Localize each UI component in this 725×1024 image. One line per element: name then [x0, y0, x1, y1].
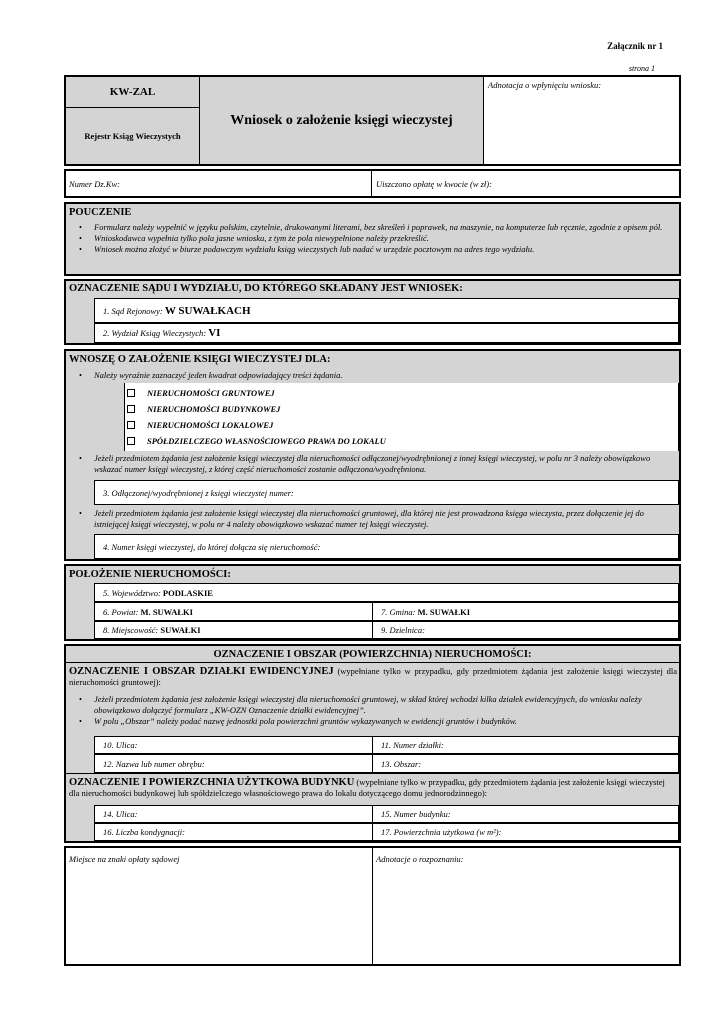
building-street-field[interactable]: 14. Ulica:	[94, 805, 373, 823]
checkbox-icon[interactable]	[127, 421, 135, 429]
voivodeship-value: PODLASKIE	[162, 587, 213, 598]
area-section	[64, 644, 681, 843]
checkbox-icon[interactable]	[127, 437, 135, 445]
checkbox-icon[interactable]	[127, 405, 135, 413]
plot-street-field[interactable]: 10. Ulica:	[94, 736, 373, 754]
option-premises[interactable]: NIERUCHOMOŚCI LOKALOWEJ	[127, 417, 678, 433]
plot-note: • Jeżeli przedmiotem żądania jest założenie księgi wieczystej dla nieruchomości gruntowej, w skład której wchodzi kilka działek ewidencyjnych, do wniosku należy obowiązkowo dołączyć formularz „KW-OZN Oznaczenie działki ewidencyjnej”.	[66, 694, 678, 716]
request-note: • Należy wyraźnie zaznaczyć jeden kwadrat odpowiadający treści żądania.	[66, 370, 678, 381]
request-section	[64, 349, 681, 561]
building-intro: OZNACZENIE I POWIERZCHNIA UŻYTKOWA BUDYNKU (wypełniane tylko w przypadku, gdy przedmiotem żądania jest założenie księgi wieczystej dla nieruchomości budynkowej lub spółdzielczego własnościowego prawa do lokalu dotyczącego domu jednorodzinnego):	[69, 777, 665, 798]
request-note: • Jeżeli przedmiotem żądania jest założenie księgi wieczystej dla nieruchomości odłączonej/wyodrębnionej z innej księgi wieczystej, w polu nr 3 należy obowiązkowo wskazać numer księgi wieczystej, z której część nieruchomości zostanie odłączona/wyodrębniona.	[66, 453, 678, 475]
number-label: Numer Dz.Kw:	[69, 179, 121, 189]
court-label: 1. Sąd Rejonowy:	[103, 305, 163, 316]
option-land[interactable]: NIERUCHOMOŚCI GRUNTOWEJ	[127, 385, 678, 401]
option-building[interactable]: NIERUCHOMOŚCI BUDYNKOWEJ	[127, 401, 678, 417]
usable-area-field[interactable]: 17. Powierzchnia użytkowa (w m²):	[372, 823, 679, 841]
instruction-heading: POUCZENIE	[69, 207, 132, 218]
plot-note: • W polu „Obszar” należy podać nazwę jednostki pola powierzchni gruntów wykazywanych w ewidencji gruntów i budynków.	[66, 716, 678, 727]
instruction-item: • Wniosek można złożyć w biurze podawczym wydziału ksiąg wieczystych lub nadać w urzędzie pocztowym na adres tego wydziału.	[66, 244, 678, 255]
location-heading: POŁOŻENIE NIERUCHOMOŚCI:	[69, 569, 231, 580]
divider	[372, 848, 373, 964]
separated-kw-field[interactable]: 3. Odłączonej/wyodrębnionej z księgi wieczystej numer:	[94, 480, 679, 505]
attachment-label: Załącznik nr 1	[607, 41, 663, 51]
building-heading: OZNACZENIE I POWIERZCHNIA UŻYTKOWA BUDYNKU	[69, 777, 355, 788]
plot-number-field[interactable]: 11. Numer działki:	[372, 736, 679, 754]
divider	[66, 773, 679, 774]
division-field[interactable]	[94, 323, 679, 343]
request-heading: WNOSZĘ O ZAŁOŻENIE KSIĘGI WIECZYSTEJ DLA:	[69, 354, 331, 365]
instruction-box	[64, 202, 681, 276]
town-value: SUWAŁKI	[160, 625, 201, 635]
commune-value: M. SUWAŁKI	[417, 606, 471, 617]
form-title: Wniosek o założenie księgi wieczystej	[200, 77, 484, 164]
court-section	[64, 279, 681, 345]
fee-label: Uiszczono opłatę w kwocie (w zł):	[376, 179, 492, 189]
joined-kw-field[interactable]: 4. Numer księgi wieczystej, do której dołącza się nieruchomość:	[94, 534, 679, 559]
district-field[interactable]: 9. Dzielnica:	[372, 621, 679, 639]
divider	[371, 171, 372, 196]
voivodeship-field[interactable]: 5. Województwo: PODLASKIE	[94, 583, 679, 602]
area-heading: OZNACZENIE I OBSZAR (POWIERZCHNIA) NIERUCHOMOŚCI:	[213, 649, 532, 660]
location-section	[64, 564, 681, 641]
division-value: VI	[208, 327, 221, 339]
option-cooperative[interactable]: SPÓŁDZIELCZEGO WŁASNOŚCIOWEGO PRAWA DO LOKALU	[127, 433, 678, 449]
court-field[interactable]	[94, 298, 679, 323]
request-note: • Jeżeli przedmiotem żądania jest założenie księgi wieczystej dla nieruchomości gruntowej, dla której nie jest prowadzona księga wieczysta, przez dołączenie jej do istniejącej księgi wieczystej, w polu nr 4 należy obowiązkowo wskazać numer tej księgi wieczystej.	[66, 508, 678, 530]
instruction-item: • Formularz należy wypełnić w języku polskim, czytelnie, drukowanymi literami, bez skreśleń i poprawek, na maszynie, na komputerze lub ręcznie, zgodnie z opisem pól.	[66, 222, 678, 233]
precinct-field[interactable]: 12. Nazwa lub numer obrębu:	[94, 754, 373, 773]
instruction-item: • Wnioskodawca wypełnia tylko pola jasne wniosku, z tym że pola niewypełnione należy przekreślić.	[66, 233, 678, 244]
plot-heading: OZNACZENIE I OBSZAR DZIAŁKI EWIDENCYJNEJ	[69, 666, 334, 677]
divider	[66, 662, 679, 663]
plot-intro: OZNACZENIE I OBSZAR DZIAŁKI EWIDENCYJNEJ (wypełniane tylko w przypadku, gdy przedmiotem żądania jest założenie księgi wieczystej dla nieruchomości gruntowej):	[69, 666, 677, 687]
building-number-field[interactable]: 15. Numer budynku:	[372, 805, 679, 823]
plot-area-field[interactable]: 13. Obszar:	[372, 754, 679, 773]
page-number: strona 1	[628, 64, 655, 73]
county-value: M. SUWAŁKI	[140, 606, 193, 617]
division-label: 2. Wydział Ksiąg Wieczystych:	[103, 328, 207, 338]
registry-label: Rejestr Ksiąg Wieczystych	[66, 108, 200, 164]
court-value: W SUWAŁKACH	[164, 304, 251, 317]
fee-stamps-label: Miejsce na znaki opłaty sądowej	[69, 854, 180, 864]
review-note-label: Adnotacje o rozpoznaniu:	[376, 854, 464, 864]
county-field[interactable]: 6. Powiat: M. SUWAŁKI	[94, 602, 373, 621]
checkbox-icon[interactable]	[127, 389, 135, 397]
receipt-note-label: Adnotacja o wpłynięciu wniosku:	[488, 80, 602, 90]
floors-field[interactable]: 16. Liczba kondygnacji:	[94, 823, 373, 841]
town-field[interactable]: 8. Miejscowość: SUWAŁKI	[94, 621, 373, 639]
court-heading: OZNACZENIE SĄDU I WYDZIAŁU, DO KTÓREGO SKŁADANY JEST WNIOSEK:	[69, 283, 463, 294]
commune-field[interactable]: 7. Gmina: M. SUWAŁKI	[372, 602, 679, 621]
form-code: KW-ZAL	[66, 77, 200, 108]
request-options	[124, 383, 679, 451]
header-box	[64, 75, 681, 166]
number-fee-box	[64, 169, 681, 198]
bottom-box	[64, 846, 681, 966]
